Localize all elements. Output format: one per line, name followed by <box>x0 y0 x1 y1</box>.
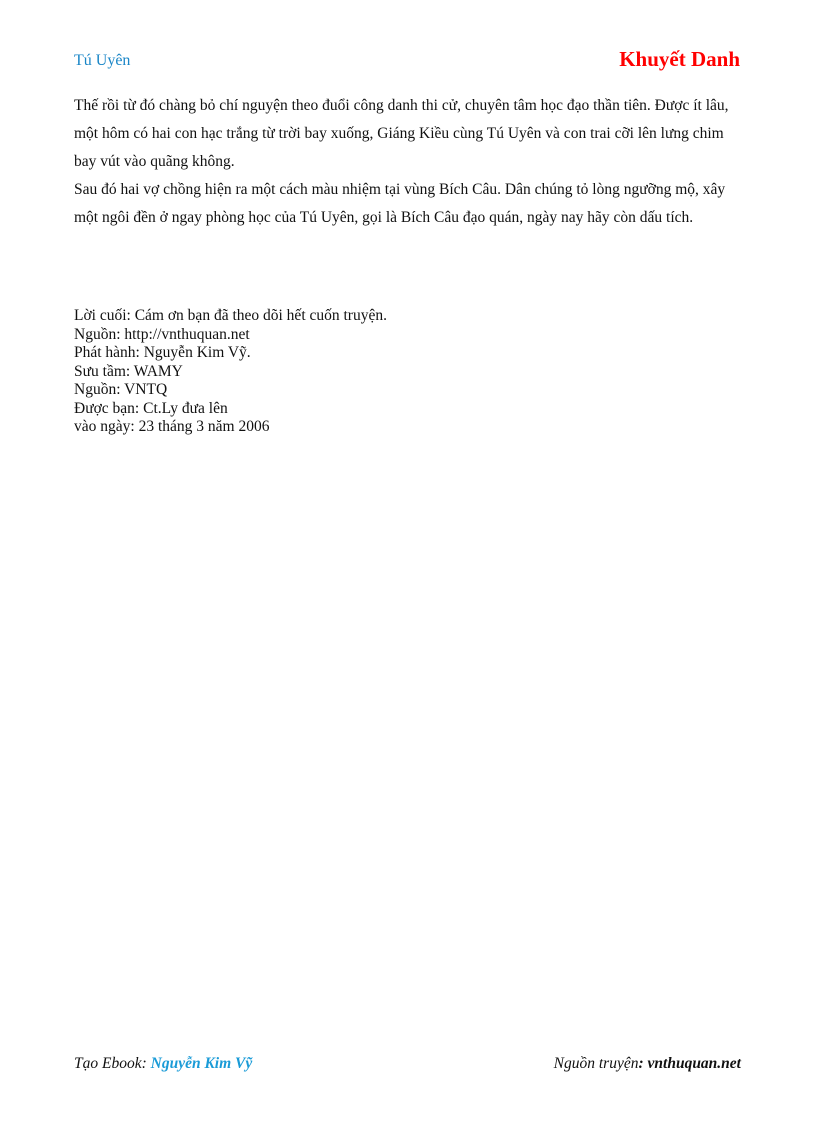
credits-block <box>74 307 674 437</box>
footer-source-separator: : <box>638 1055 648 1072</box>
credit-line: Nguồn: http://vnthuquan.net <box>74 325 250 343</box>
paragraph: Sau đó hai vợ chồng hiện ra một cách màu nhiệm tại vùng Bích Câu. Dân chúng tỏ lòng ngưỡng mộ, xây một ngôi đền ở ngay phòng học của Tú Uyên, gọi là Bích Câu đạo quán, ngày nay hãy còn dấu tích. <box>74 181 726 226</box>
footer-ebook-credit <box>74 1055 252 1073</box>
paragraph: Thế rồi từ đó chàng bỏ chí nguyện theo đuổi công danh thi cử, chuyên tâm học đạo thần tiên. Được ít lâu, một hôm có hai con hạc trắng từ trời bay xuống, Giáng Kiều cùng Tú Uyên và con trai cỡi lên lưng chim bay vút vào quãng không. <box>74 97 729 170</box>
header-author: Khuyết Danh <box>619 47 740 71</box>
header-story-title: Tú Uyên <box>74 52 131 69</box>
footer-source-credit <box>554 1055 741 1073</box>
credit-line: Lời cuối: Cám ơn bạn đã theo dõi hết cuốn truyện. <box>74 307 387 324</box>
credit-line: Phát hành: Nguyễn Kim Vỹ. <box>74 344 251 361</box>
footer-ebook-creator: Nguyễn Kim Vỹ <box>150 1055 253 1072</box>
credit-line: Sưu tầm: WAMY <box>74 362 183 380</box>
credit-line: Được bạn: Ct.Ly đưa lên <box>74 399 228 417</box>
footer-ebook-label: Tạo Ebook <box>74 1055 142 1072</box>
credit-line: Nguồn: VNTQ <box>74 381 168 398</box>
credit-line: vào ngày: 23 tháng 3 năm 2006 <box>74 418 270 435</box>
footer-ebook-separator: : <box>141 1055 151 1072</box>
story-body <box>74 92 744 232</box>
footer-source-site: vnthuquan.net <box>647 1055 741 1072</box>
footer-source-label: Nguồn truyện <box>553 1055 639 1072</box>
